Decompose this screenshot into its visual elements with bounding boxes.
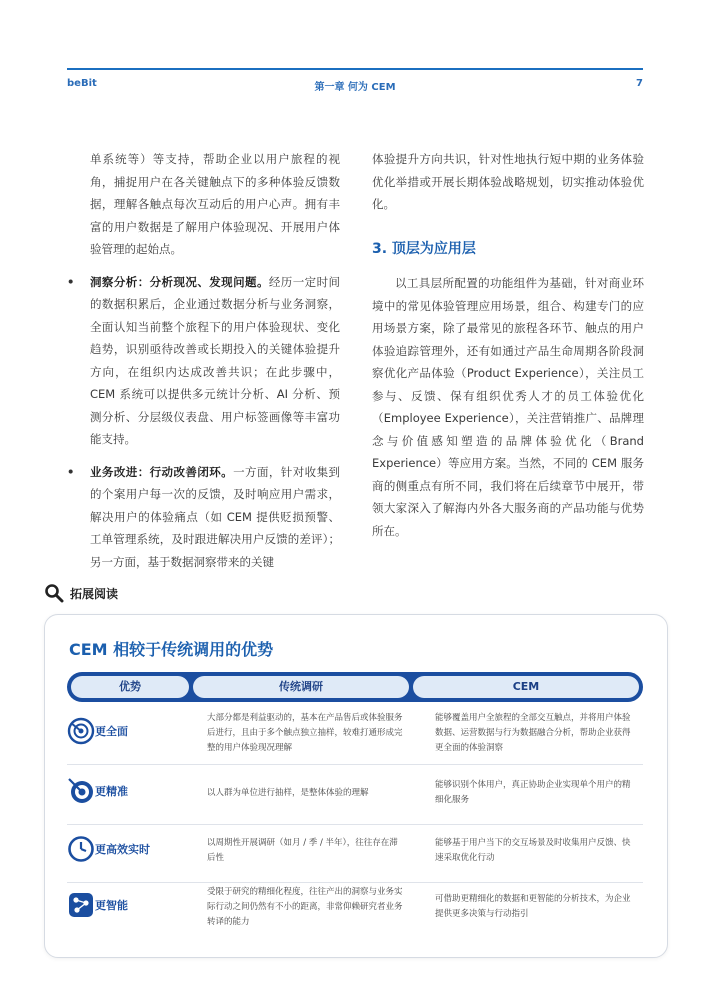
bullet-bold: 洞察分析：分析现况、发现问题。 — [90, 274, 269, 289]
cem-text: 可借助更精细化的数据和更智能的分析技术，为企业提供更多决策与行动指引 — [435, 894, 631, 919]
bullet-insight — [67, 271, 340, 451]
right-column — [372, 148, 644, 542]
traditional-cell — [207, 881, 403, 933]
comparison-card — [44, 614, 668, 958]
column-header-cem: CEM — [413, 676, 639, 698]
target-arrow-icon — [67, 717, 95, 745]
cem-text: 能够基于用户当下的交互场景及时收集用户反馈、快速采取优化行动 — [435, 838, 631, 863]
bullet-bold: 业务改进：行动改善闭环。 — [90, 464, 234, 479]
cem-cell — [435, 825, 635, 877]
traditional-text: 以周期性开展调研（如月 / 季 / 半年），往往存在滞后性 — [207, 838, 398, 863]
cem-cell — [435, 767, 635, 819]
cem-text: 能够识别个体用户，真正协助企业实现单个用户的精细化服务 — [435, 780, 631, 805]
cem-text: 能够覆盖用户全旅程的全部交互触点，并将用户体验数据、运营数据与行为数据融合分析，帮助企业获得更全面的体验洞察 — [435, 712, 631, 753]
network-icon — [67, 891, 95, 919]
table-row — [67, 707, 643, 759]
cem-cell — [435, 881, 635, 933]
bullet-dot: • — [67, 464, 75, 479]
column-header-advantage: 优势 — [71, 676, 189, 698]
traditional-text: 大部分都是利益驱动的，基本在产品售后或体验服务后进行，且由于多个触点独立抽样，较难打通形成完整的用户体验现况理解 — [207, 712, 403, 753]
header-brand: beBit — [67, 78, 97, 89]
section-title: 3. 顶层为应用层 — [372, 240, 476, 257]
page-number: 7 — [636, 78, 643, 89]
row-divider — [67, 764, 643, 765]
bullseye-icon — [67, 777, 95, 805]
advantage-label: 更精准 — [95, 785, 128, 798]
traditional-cell — [207, 707, 403, 759]
card-title: CEM 相较于传统调用的优势 — [69, 640, 274, 659]
table-row — [67, 881, 643, 933]
advantage-label: 更全面 — [95, 725, 128, 738]
table-row — [67, 767, 643, 819]
bullet-dot: • — [67, 274, 75, 289]
column-header-traditional: 传统调研 — [193, 676, 409, 698]
continued-paragraph: 体验提升方向共识，针对性地执行短中期的业务体验优化举措或开展长期体验战略规划，切实推动体验优化。 — [372, 152, 644, 211]
bullet-text: 一方面，针对收集到的个案用户每一次的反馈，及时响应用户需求，解决用户的体验痛点（如 CEM 提供贬损预警、工单管理系统，及时跟进解决用户反馈的差评）；另一方面，基于数据洞察带来的关键 — [90, 464, 341, 569]
traditional-cell — [207, 767, 403, 819]
table-row — [67, 825, 643, 877]
advantage-label: 更高效实时 — [95, 843, 150, 856]
traditional-cell — [207, 825, 403, 877]
body-paragraph: 以工具层所配置的功能组件为基础，针对商业环境中的常见体验管理应用场景，组合、构建专门的应用场景方案，除了最常见的旅程各环节、触点的用户体验追踪管理外，还有如通过产品生命周期各阶段洞察优化产品体验（Product Experience），关注员工参与、反馈、保有组织优秀人才的员工体验优化（Employee Experience），关注营销推广、品牌理念与价值感知塑造的品牌体验优化（Brand Experience）等应用方案。当然，不同的 CEM 服务商的侧重点有所不同，我们将在后续章节中展开，带领大家深入了解海内外各大服务商的产品功能与优势所在。 — [372, 276, 644, 538]
extended-reading-label: 拓展阅读 — [70, 587, 119, 601]
table-header — [67, 672, 643, 702]
traditional-text: 受限于研究的精细化程度，往往产出的洞察与业务实际行动之间仍然有不小的距离，非常仰赖研究者业务转译的能力 — [207, 886, 403, 927]
clock-icon — [67, 835, 95, 863]
page-header — [67, 70, 643, 92]
intro-paragraph: 单系统等）等支持，帮助企业以用户旅程的视角，捕捉用户在各关键触点下的多种体验反馈数据，理解各触点每次互动后的用户心声。拥有丰富的用户数据是了解用户体验现况、开展用户体验管理的起始点。 — [90, 152, 340, 256]
bullet-improvement — [67, 461, 341, 574]
cem-cell — [435, 707, 635, 759]
left-column — [67, 148, 341, 573]
advantage-label: 更智能 — [95, 899, 128, 912]
header-chapter: 第一章 何为 CEM — [314, 82, 396, 93]
search-icon — [44, 583, 64, 603]
traditional-text: 以人群为单位进行抽样，是整体体验的理解 — [207, 787, 369, 798]
bullet-text: 经历一定时间的数据积累后，企业通过数据分析与业务洞察，全面认知当前整个旅程下的用户体验现状、变化趋势，识别亟待改善或长期投入的关键体验提升方向，在组织内达成改善共识；在此步骤中，CEM 系统可以提供多元统计分析、AI 分析、预测分析、分层级仪表盘、用户标签画像等丰富功能支持。 — [90, 274, 340, 446]
